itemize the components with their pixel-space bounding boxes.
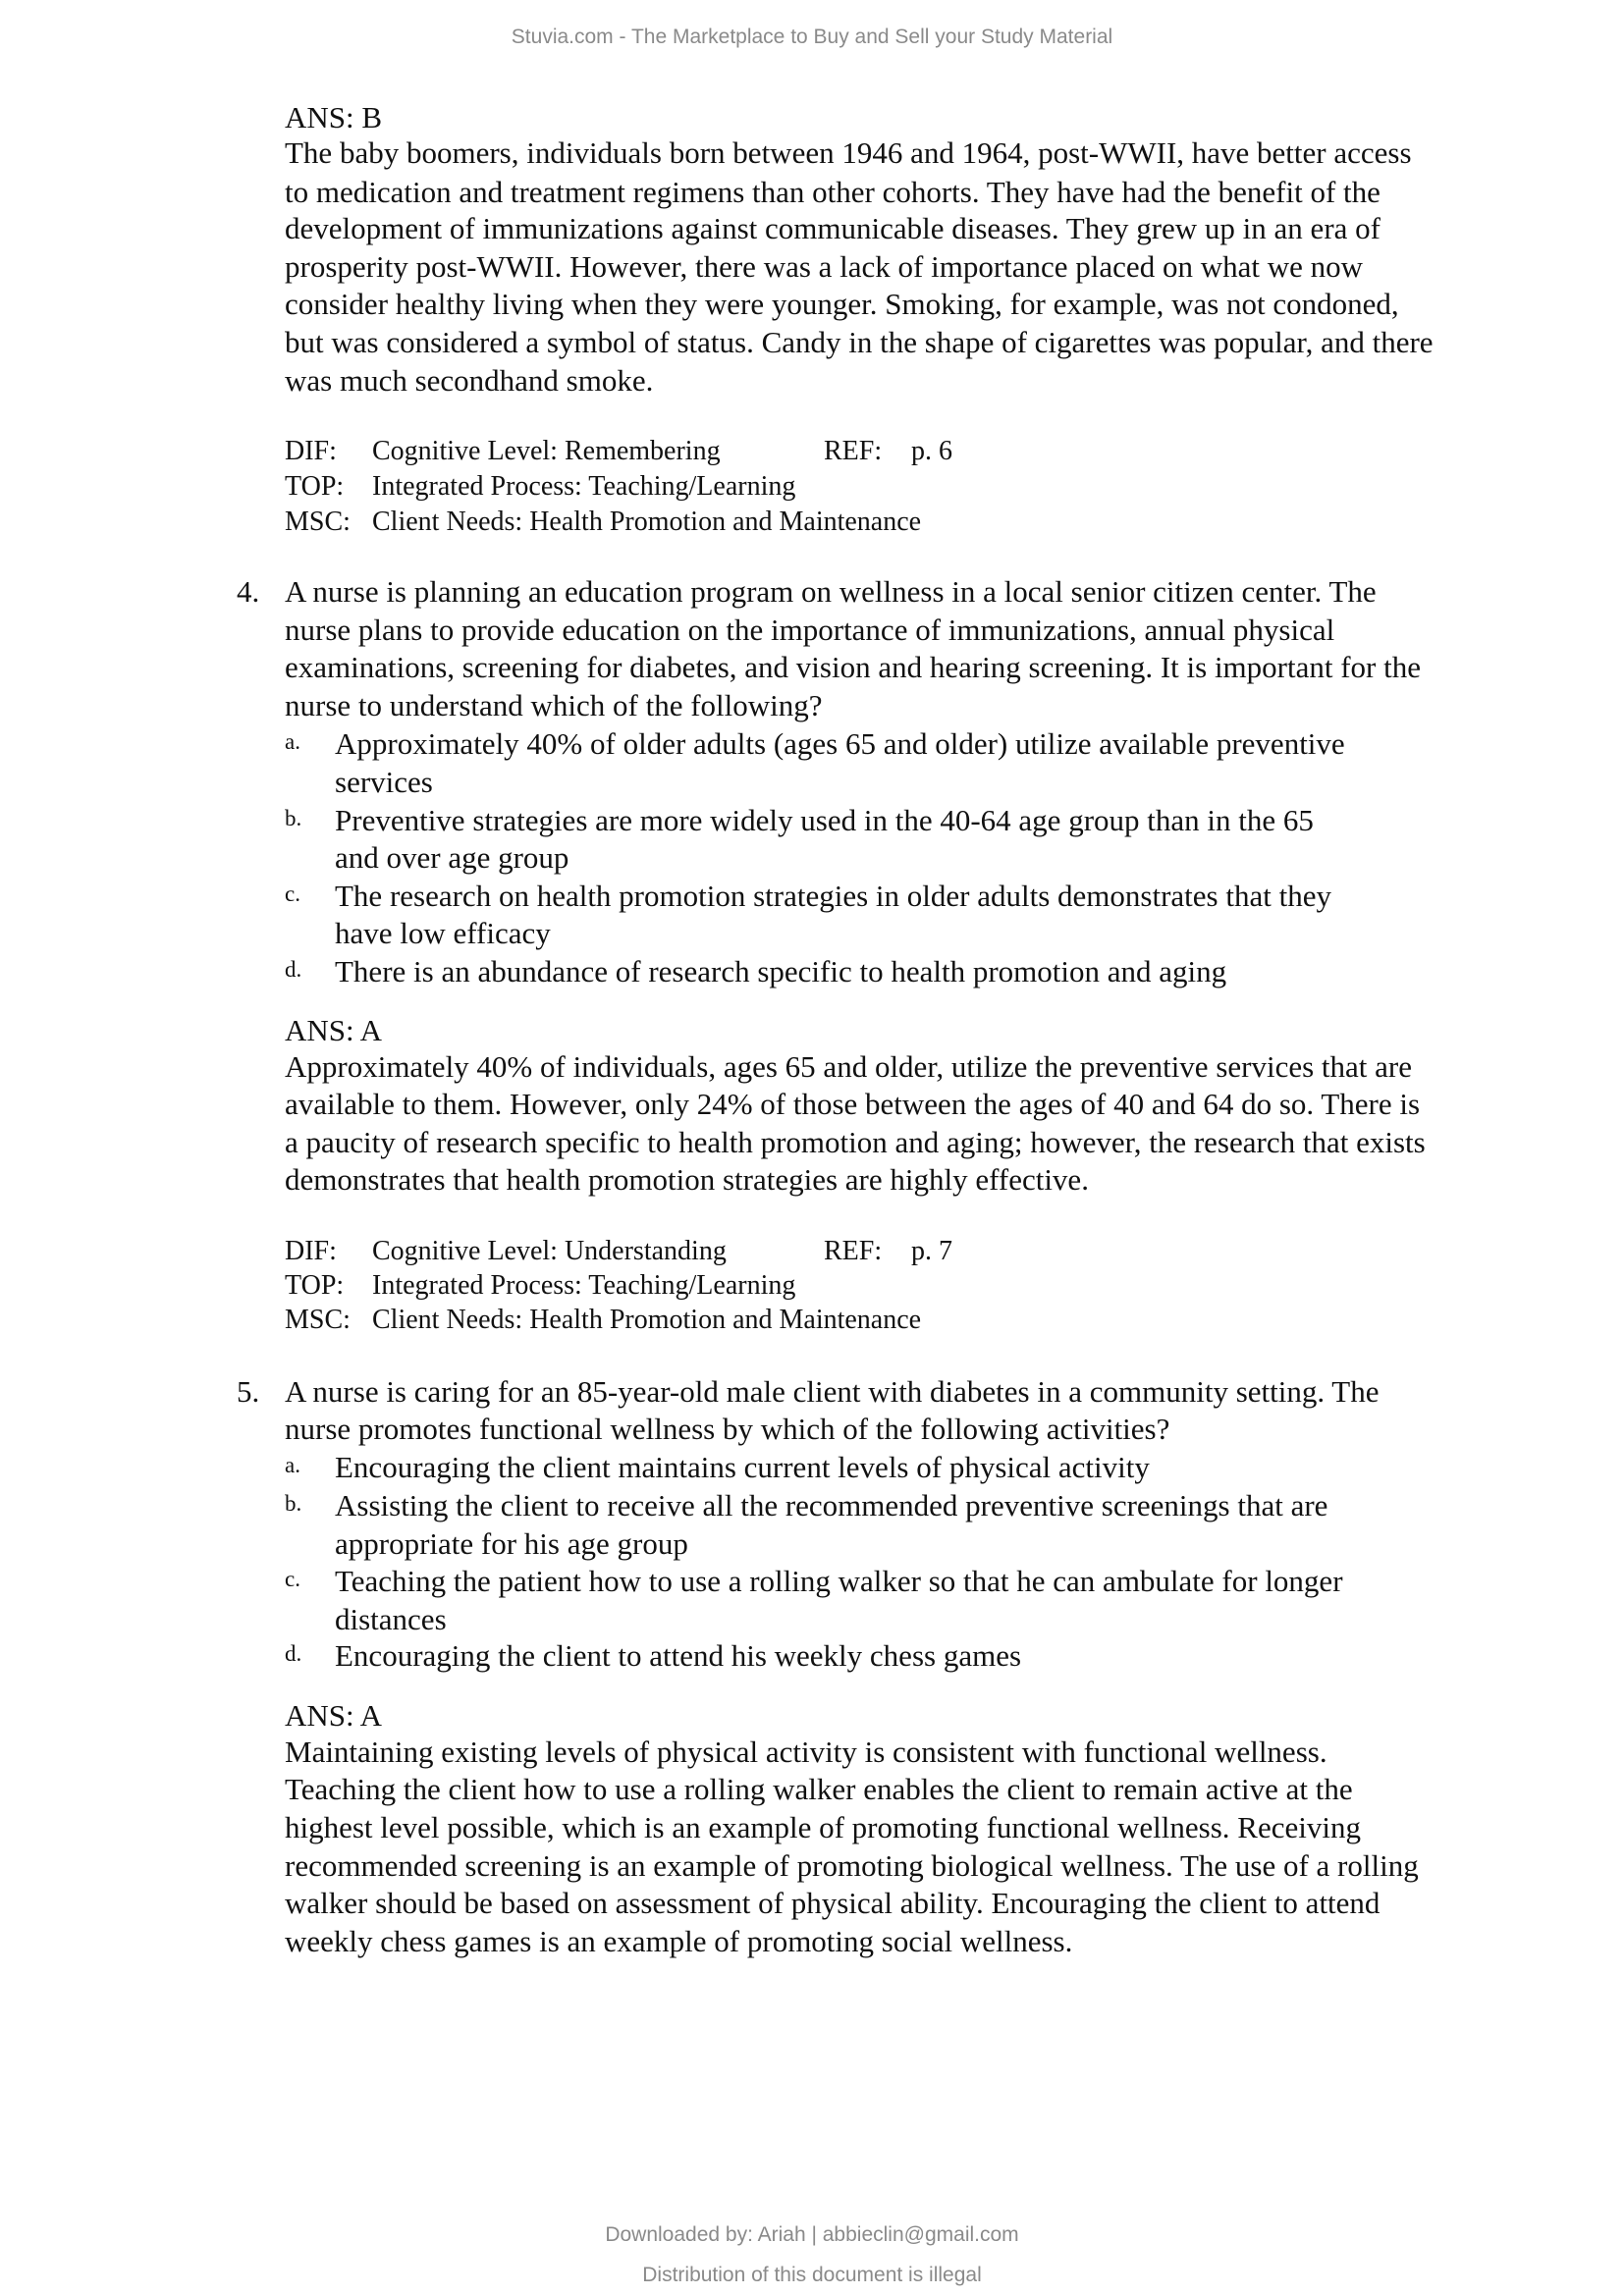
distribution-notice: Distribution of this document is illegal — [642, 2264, 982, 2286]
rationale-line: to medication and treatment regimens than other cohorts. They have had the benefit of the — [285, 175, 1380, 209]
question-stem-line: A nurse is planning an education program on wellness in a local senior citizen center. The — [285, 574, 1377, 609]
option-letter: d. — [285, 957, 302, 982]
answer-key: ANS: A — [285, 1013, 383, 1047]
option-letter: d. — [285, 1641, 302, 1666]
answer-key: ANS: A — [285, 1698, 383, 1733]
question-number: 5. — [237, 1374, 260, 1409]
rationale-line: but was considered a symbol of status. Candy in the shape of cigarettes was popular, and there — [285, 325, 1434, 359]
option-letter: a. — [285, 729, 300, 754]
option-letter: b. — [285, 1491, 302, 1516]
question-stem-line: nurse promotes functional wellness by which of the following activities? — [285, 1412, 1170, 1446]
rationale-line: demonstrates that health promotion strategies are highly effective. — [285, 1162, 1089, 1197]
rationale-line: walker should be based on assessment of physical ability. Encouraging the client to attend — [285, 1886, 1380, 1920]
option-a: Encouraging the client maintains current levels of physical activity — [335, 1450, 1150, 1484]
answer-key: ANS: B — [285, 100, 383, 134]
question-stem-line: nurse plans to provide education on the importance of immunizations, annual physical — [285, 613, 1335, 647]
question-stem-line: A nurse is caring for an 85-year-old male client with diabetes in a community setting. The — [285, 1374, 1380, 1409]
option-letter: a. — [285, 1453, 300, 1477]
dif-value: Cognitive Level: Remembering — [372, 436, 721, 466]
rationale-line: The baby boomers, individuals born between 1946 and 1964, post-WWII, have better access — [285, 135, 1412, 170]
download-notice: Downloaded by: Ariah | abbieclin@gmail.com — [605, 2223, 1019, 2246]
option-b: and over age group — [335, 840, 569, 875]
option-b: appropriate for his age group — [335, 1526, 688, 1561]
ref-value: p. 6 — [911, 436, 952, 466]
rationale-line: prosperity post-WWII. However, there was a lack of importance placed on what we now — [285, 249, 1363, 284]
dif-label: DIF: — [285, 1236, 337, 1266]
option-c: distances — [335, 1602, 447, 1636]
top-label: TOP: — [285, 1270, 345, 1301]
dif-value: Cognitive Level: Understanding — [372, 1236, 727, 1266]
option-a: Approximately 40% of older adults (ages 65 and older) utilize available preventive — [335, 726, 1345, 761]
rationale-line: was much secondhand smoke. — [285, 363, 654, 398]
ref-label: REF: — [824, 1236, 883, 1266]
rationale-line: a paucity of research specific to health promotion and aging; however, the research that exists — [285, 1125, 1426, 1159]
rationale-line: highest level possible, which is an example of promoting functional wellness. Receiving — [285, 1810, 1361, 1844]
option-letter: b. — [285, 806, 302, 830]
msc-label: MSC: — [285, 507, 351, 537]
question-stem-line: examinations, screening for diabetes, and vision and hearing screening. It is important for the — [285, 650, 1421, 684]
option-c: Teaching the patient how to use a rolling walker so that he can ambulate for longer — [335, 1564, 1343, 1598]
msc-label: MSC: — [285, 1305, 351, 1335]
option-d: There is an abundance of research specific to health promotion and aging — [335, 954, 1227, 988]
top-label: TOP: — [285, 471, 345, 502]
rationale-line: development of immunizations against communicable diseases. They grew up in an era of — [285, 211, 1380, 245]
rationale-line: consider healthy living when they were younger. Smoking, for example, was not condoned, — [285, 287, 1399, 321]
option-c: have low efficacy — [335, 916, 551, 950]
ref-label: REF: — [824, 436, 883, 466]
option-a: services — [335, 765, 433, 799]
question-stem-line: nurse to understand which of the following? — [285, 688, 823, 722]
msc-value: Client Needs: Health Promotion and Maintenance — [372, 507, 922, 537]
rationale-line: available to them. However, only 24% of those between the ages of 40 and 64 do so. There is — [285, 1087, 1421, 1121]
top-value: Integrated Process: Teaching/Learning — [372, 1270, 796, 1301]
option-c: The research on health promotion strategies in older adults demonstrates that they — [335, 879, 1331, 913]
option-d: Encouraging the client to attend his weekly chess games — [335, 1638, 1022, 1673]
dif-label: DIF: — [285, 436, 337, 466]
rationale-line: recommended screening is an example of promoting biological wellness. The use of a rolling — [285, 1848, 1419, 1883]
rationale-line: weekly chess games is an example of promoting social wellness. — [285, 1924, 1073, 1958]
rationale-line: Teaching the client how to use a rolling walker enables the client to remain active at the — [285, 1772, 1353, 1806]
msc-value: Client Needs: Health Promotion and Maintenance — [372, 1305, 922, 1335]
watermark-header: Stuvia.com - The Marketplace to Buy and Sell your Study Material — [511, 26, 1113, 48]
option-letter: c. — [285, 881, 300, 906]
rationale-line: Maintaining existing levels of physical activity is consistent with functional wellness. — [285, 1735, 1327, 1769]
ref-value: p. 7 — [911, 1236, 952, 1266]
option-letter: c. — [285, 1567, 300, 1591]
option-b: Preventive strategies are more widely used in the 40-64 age group than in the 65 — [335, 803, 1314, 837]
rationale-line: Approximately 40% of individuals, ages 65 and older, utilize the preventive services that are — [285, 1049, 1412, 1084]
question-number: 4. — [237, 574, 260, 609]
option-b: Assisting the client to receive all the recommended preventive screenings that are — [335, 1488, 1328, 1522]
top-value: Integrated Process: Teaching/Learning — [372, 471, 796, 502]
